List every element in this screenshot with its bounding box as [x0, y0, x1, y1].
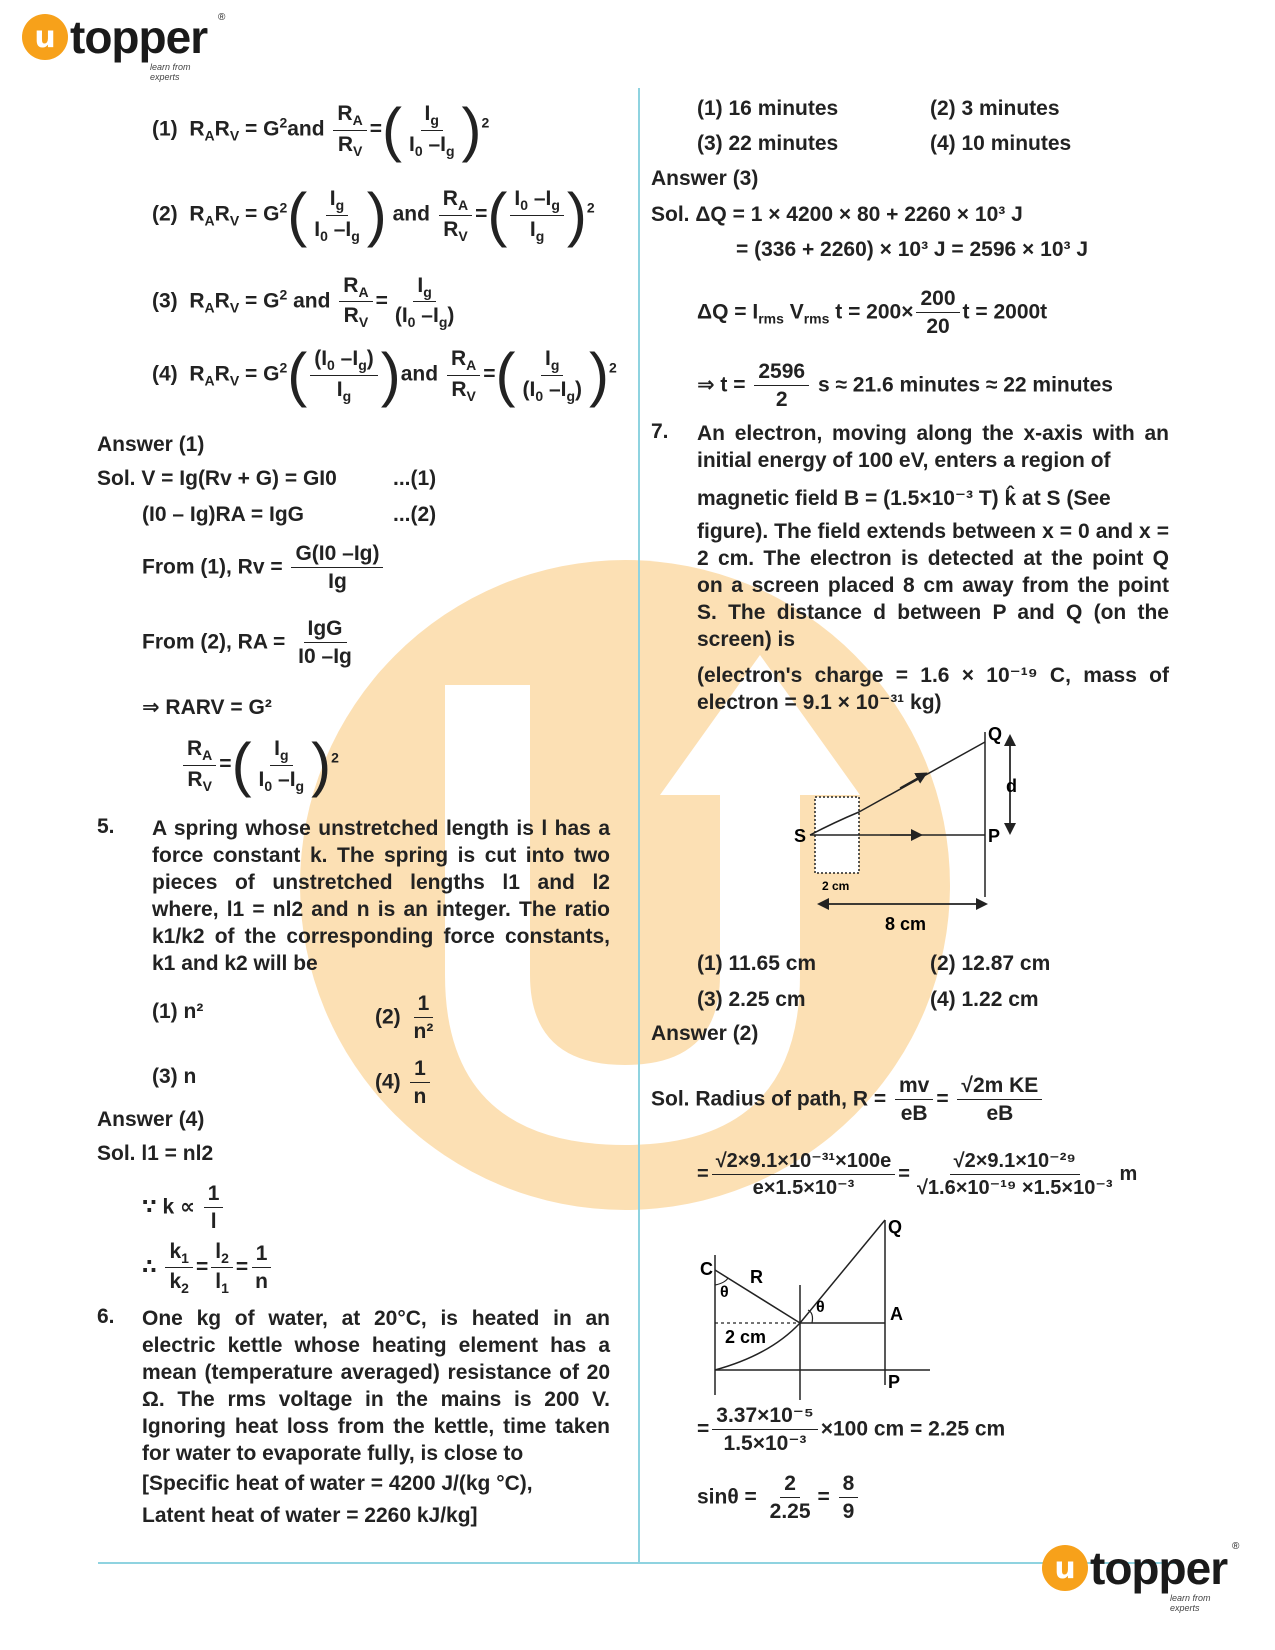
q6-number: 6. — [97, 1305, 115, 1328]
sol-q7-line1: Sol. Radius of path, R = $\frac{mv}{eB}$ = $\frac{\text{√2m KE}}{eB}$ — [651, 1072, 1045, 1128]
figure-geometry — [700, 1215, 940, 1400]
q6-option-3: (3) 22 minutes — [697, 132, 839, 155]
sol-q4-tag2: ...(2) — [393, 503, 437, 526]
q6-option-2: (2) 3 minutes — [930, 97, 1060, 120]
figure-electron-path — [790, 722, 1050, 947]
q5-text: A spring whose unstretched length is l has a force constant k. The spring is cut into two pieces of unstretched lengths l1 and l2 where, l1 = nl2 and n is an integer. The ratio k1/k2 of the corresponding force constants, k1 and k2 will be — [152, 817, 610, 975]
q6-option-4: (4) 10 minutes — [930, 132, 1072, 155]
logo-reg: ® — [218, 12, 226, 23]
q5-option-4: (4) $\frac{1}{n}$ — [375, 1055, 433, 1111]
fig1-label-8cm: 8 cm — [885, 914, 927, 934]
q6-text: One kg of water, at 20°C, is heated in an electric kettle whose heating element has a mean (temperature averaged) resistance of 20 Ω. The rms voltage in the mains is 200 V. Ignoring heat loss from the kettle, time taken for water to evaporate fully, is close to — [142, 1307, 610, 1465]
fig2-label-R: R — [750, 1267, 763, 1287]
sol-q4-tag1: ...(1) — [393, 467, 437, 490]
sol-q6-line3: $\Delta Q = I_{rms}$ $V_{rms}$ t = 200× $\frac{200}{20}$ t = 2000t — [697, 287, 1048, 339]
q6-data-1: [Specific heat of water = 4200 J/(kg °C), — [142, 1472, 533, 1495]
footer-logo — [1042, 1541, 1240, 1613]
q7-option-1: (1) 11.65 cm — [697, 952, 817, 975]
fig2-label-Q: Q — [888, 1217, 903, 1237]
sol-q5-line3: ∴ $\frac{k_1}{k_2}$ = $\frac{l_2}{l_1}$ = $\frac{1}{n}$ — [142, 1238, 275, 1298]
answer-q5: Answer (4) — [97, 1108, 205, 1131]
sol-q4-ratio: $\frac{R_A}{R_V}$ =( $\frac{I_g}{I_0 -I_g}$ )$^2$ — [180, 735, 339, 795]
fig1-label-P: P — [988, 826, 1001, 846]
q5-option-2: (2) $\frac{1}{\text{n²}}$ — [375, 992, 434, 1044]
answer-q7: Answer (2) — [651, 1022, 759, 1045]
fig2-label-C: C — [700, 1259, 713, 1279]
sol-q7-line3: = $\frac{\text{3.37×10⁻⁵}}{\text{1.5×10⁻³}}$ ×100 cm = 2.25 cm — [697, 1404, 1006, 1456]
fig2-label-theta: θ — [720, 1284, 729, 1301]
fig2-label-2cm: 2 cm — [725, 1327, 767, 1347]
fig1-label-2cm: 2 cm — [822, 879, 850, 893]
logo-u-icon: u — [22, 14, 68, 60]
sol-q4-line1: Sol. V = Ig(Rv + G) = GI0 — [97, 467, 337, 490]
footer-logo-u-icon: u — [1042, 1545, 1088, 1591]
option-1: (1) $R_AR_V = G^2and$ $\frac{R_A}{R_V}$ =( $\frac{I_g}{I_0 -I_g}$ )$^2$ — [152, 96, 490, 163]
fig2-label-P: P — [888, 1372, 901, 1392]
sol-q6-line2: = (336 + 2260) × 10³ J = 2596 × 10³ J — [736, 238, 1089, 261]
sol-q6-line1: Sol. ΔQ = 1 × 4200 × 80 + 2260 × 10³ J — [651, 203, 1023, 226]
sol-q5-line1: Sol. l1 = nl2 — [97, 1142, 214, 1165]
fig2-label-A: A — [890, 1304, 903, 1324]
sol-q4-from1: From (1), Rv = $\frac{G(I0 -Ig)}{Ig}$ — [142, 540, 386, 596]
q7-option-2: (2) 12.87 cm — [930, 952, 1051, 975]
q6-option-1: (1) 16 minutes — [697, 97, 839, 120]
q7-text-2: magnetic field B = (1.5×10⁻³ T) k̂ at S (See — [697, 487, 1111, 510]
header-logo — [22, 11, 226, 82]
q7-option-4: (4) 1.22 cm — [930, 988, 1039, 1011]
logo-word: topper — [70, 11, 208, 63]
q5-option-3: (3) n — [152, 1065, 197, 1088]
answer-q4: Answer (1) — [97, 433, 205, 456]
fig1-label-Q: Q — [988, 724, 1003, 744]
q7-option-3: (3) 2.25 cm — [697, 988, 806, 1011]
footer-logo-reg: ® — [1232, 1541, 1240, 1552]
sol-q4-line2: (I0 – Ig)RA = IgG — [142, 503, 304, 526]
footer-rule — [98, 1562, 1178, 1564]
logo-tagline: learn from experts — [150, 62, 191, 82]
answer-q6: Answer (3) — [651, 167, 759, 190]
column-divider — [638, 88, 640, 1563]
q7-text-3: figure). The field extends between x = 0 and x = 2 cm. The electron is detected at the point Q on a screen placed 8 cm away from the point S. The distance d between P and Q (on the screen) is — [697, 520, 1169, 651]
sol-q5-line2: ∵ k ∝ $\frac{1}{l}$ — [142, 1180, 226, 1236]
sol-q4-implies: ⇒ RARV = G² — [142, 696, 272, 719]
q7-text-1: An electron, moving along the x-axis with an initial energy of 100 eV, enters a region of — [697, 422, 1169, 472]
q7-text-4: (electron's charge = 1.6 × 10⁻¹⁹ C, mass of electron = 9.1 × 10⁻³¹ kg) — [697, 664, 1169, 714]
q5-number: 5. — [97, 815, 115, 838]
option-4: (4) $R_AR_V = G^2$( $\frac{(I_0 -I_g)}{I_g}$ )and $\frac{R_A}{R_V}$ =( $\frac{I_g}{(I_0 -I_g)}$ )$^2$ — [152, 341, 617, 408]
sol-q6-line4: ⇒ t = $\frac{2596}{2}$ s ≈ 21.6 minutes ≈ 22 minutes — [697, 360, 1113, 412]
fig2-label-theta2: θ — [816, 1299, 825, 1316]
option-3: (3) $R_AR_V = G^2$ and $\frac{R_A}{R_V}$ = $\frac{I_g}{(I_0 -I_g)}$ — [152, 274, 455, 331]
option-2: (2) $R_AR_V = G^2$( $\frac{I_g}{I_0 -I_g}$ ) and $\frac{R_A}{R_V}$ =( $\frac{I_0 -I_g}{I_g}$ )$^2$ — [152, 181, 595, 248]
fig1-label-d: d — [1006, 776, 1017, 796]
sol-q4-from2: From (2), RA = $\frac{\text{IgG}}{I0 -Ig}$ — [142, 617, 352, 669]
q6-data-2: Latent heat of water = 2260 kJ/kg] — [142, 1504, 478, 1527]
fig1-label-S: S — [794, 826, 807, 846]
sol-q7-line2: = $\frac{\text{√2×9.1×10⁻³¹×100e}}{\text{e×1.5×10⁻³}}$ = $\frac{\text{√2×9.1×10⁻²⁹}}{\text{√1.6×10⁻¹⁹ ×1.5×10⁻³}}$ m — [697, 1150, 1138, 1199]
footer-logo-word: topper — [1090, 1542, 1228, 1594]
sol-q7-line4: sinθ = $\frac{2}{2.25}$ = $\frac{8}{9}$ — [697, 1470, 861, 1526]
q5-option-1: (1) n² — [152, 1000, 204, 1023]
footer-logo-tagline: learn from experts — [1170, 1593, 1211, 1613]
q7-number: 7. — [651, 420, 669, 443]
